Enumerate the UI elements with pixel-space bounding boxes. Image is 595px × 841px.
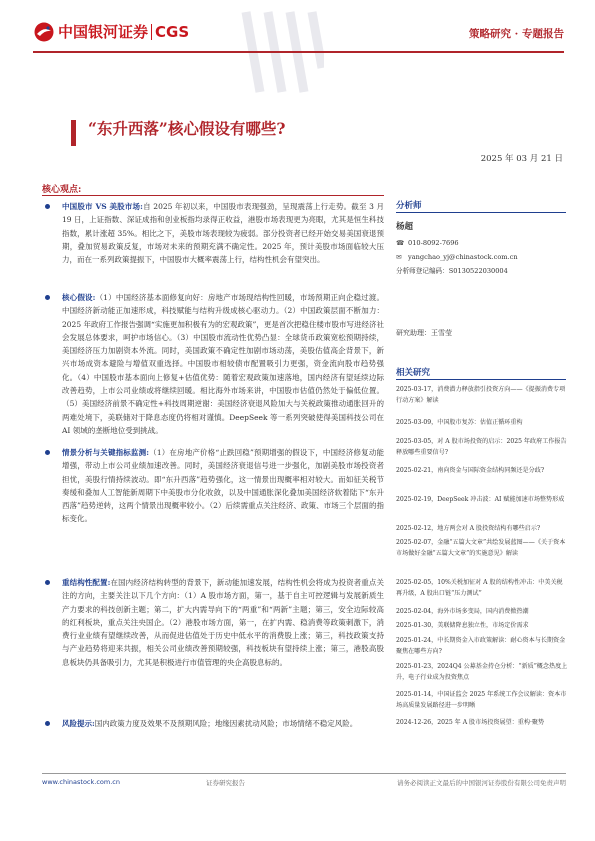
- related-item[interactable]: 2025-02-07，金融“五篇大文章”共绘发展蓝图——《关于资本市场做好金融“五篇大文章”的实施意见》解读: [396, 539, 566, 557]
- related-item[interactable]: 2025-02-19，DeepSeek 冲击波：AI 赋能加速市场整势形成: [396, 496, 565, 503]
- bullet-dot-icon: [45, 450, 50, 455]
- bullet-text: 在国内经济结构转型的背景下，新动能加速发展，结构性机会将成为投资者重点关注的方向，主要关注以下几个方向：（1）A 股市场方面，第一，基于自主可控逻辑与发展新质生产力要求的科技创新主题；第二，扩大内需导向下的“两重”和“两新”主题；第三，安全边际较高的红利板块，重点关注央国企。（2）港股市场方面，第一，在扩内需、稳消费等政策刺激下，消费行业业绩有望继续改善，从而促进估值处于历史中低水平的消费股上涨；第三，科技政策支持与产业趋势将迎来共振，相关公司业绩改善预期较强，科技板块有望持续上涨；第三，港股高股息板块仍具备吸引力，尤其是积极进行市值管理的央企高股息标的。: [62, 578, 384, 667]
- related-item[interactable]: 2025-01-23，2024Q4 公募基金持仓分析：“新质”概念热度上升，电子行业成为投资焦点: [396, 663, 568, 681]
- bullet-lead: 情景分析与关键指标监测:: [62, 448, 149, 457]
- bullet-lead: 重结构性配置:: [62, 578, 111, 587]
- core-bullet-allocation: [42, 576, 384, 669]
- related-item[interactable]: 2025-01-30，美联储降息独立性，市场定价需求: [396, 622, 529, 629]
- report-title: “东升西落”核心假设有哪些?: [88, 119, 286, 138]
- logo-abbrev: CGS: [155, 23, 190, 41]
- core-bullet-assumptions: [42, 291, 384, 437]
- analyst-phone-row: [396, 238, 459, 248]
- related-research-heading: 相关研究: [396, 368, 431, 378]
- related-item[interactable]: 2025-02-04，海外市场多变局，国内消费掀热潮: [396, 608, 529, 615]
- related-item[interactable]: 2025-01-14，中国证监会 2025 年系统工作会议解读：资本市场高质量发展路径进一步明晰: [396, 691, 567, 709]
- related-item[interactable]: 2025-03-17，消费潜力释放指引投资方向——《提振消费专项行动方案》解读: [396, 386, 566, 404]
- bullet-text: （1）中国经济基本面修复向好：房地产市场现结构性回暖，市场预期正向企稳过渡。中国经济新动能正加速形成，科技赋能与结构升级成核心驱动力。（2）中国政策层面不断加力：2025 年政府工作报告强调“实施更加积极有为的宏观政策”，更是首次把稳住楼市股市写进经济社会发展总体要求，呵护市场信心。（3）中国股市流动性优势凸显：全球货币政策宽松预期持续，美国经济压力加剧资本外流。同时，美国政策不确定性加剧市场动荡，美股估值高企背景下，新兴市场成资本避险与增值双重选择。中国股市相较债市配置吸引力更强，资金流向股市趋势强化。（4）中国股市基本面向上修复+估值优势：随着宏观政策加速落地，国内经济有望延续边际改善趋势，上市公司业绩或将继续回暖。相比海外市场来讲，中国股市估值仍然处于偏低位置。（5）美国经济前景不确定性+科技周期逆谢：美国经济衰退风险加大与关税政策推动通胀回升的两难处境下，美联储对于降息态度仍将相对谨慎。DeepSeek 等一系列突破使得美国科技公司在 AI 领域的垄断地位受到挑战。: [62, 293, 384, 435]
- title-accent-bar: [71, 120, 76, 146]
- analyst-email[interactable]: yangchao_yj@chinastock.com.cn: [408, 253, 518, 261]
- related-item[interactable]: 2025-03-09，中国股市复苏：估值正循环重构: [396, 419, 523, 426]
- core-bullet-risk: [42, 717, 384, 730]
- analyst-phone: 010-8092-7696: [408, 239, 459, 247]
- bullet-dot-icon: [45, 580, 50, 585]
- related-item[interactable]: 2025-02-05，10%关税加征对 A 股的结构性冲击：中美关税再升级，A 股出口链“压力测试”: [396, 579, 563, 597]
- bullet-text: 自 2025 年初以来，中国股市表现强劲，呈现震荡上行走势。截至 3 月 19 日，上证指数、深证成指和创业板指均录得正收益，港股市场表现更为亮眼，尤其是恒生科技指数，累计涨超 35%。相比之下，美股市场表现较为疲弱。部分投资者已经开始交易美国衰退预期，叠加贸易政策反复，市场对未来的预期充满不确定性。2025 年，预计美股市场面临较大压力，而在一系列政策提振下，中国股市大概率震荡上行，结构性机会有望突出。: [62, 202, 384, 265]
- analyst-divider: [396, 212, 566, 213]
- bullet-text: （1）在房地产价格“止跌回稳”预期增强的假设下，中国经济修复动能增强，带动上市公司业绩加速改善。同时，美国经济衰退信号进一步强化，加剧美股市场投资者担忧，美股行情持续波动。即“东升西落”趋势强化，这一情景出现概率相对较大。而如征关税节奏缓和叠加人工智能新周期下中美股市分化收敛，以及中国通胀深化叠加美国经济软着陆下“东升西落”趋势逆转，这两个情景出现概率较小。（2）后续需重点关注经济、政策、市场三个层面的指标变化。: [62, 448, 384, 524]
- bullet-lead: 中国股市 VS 美股市场:: [62, 202, 143, 211]
- core-bullet-market-comparison: [42, 200, 384, 266]
- analyst-name: 杨超: [396, 222, 414, 232]
- footer-disclaimer: 请务必阅读正文最后的中国银河证券股份有限公司免责声明: [397, 779, 566, 787]
- logo-text: 中国银河证券: [58, 23, 149, 41]
- logo-icon: [34, 22, 54, 42]
- related-divider: [396, 379, 566, 380]
- core-heading-divider: [42, 195, 384, 196]
- bullet-dot-icon: [45, 204, 50, 209]
- header-divider: [33, 51, 564, 53]
- related-item[interactable]: 2025-03-05，对 A 股市场投资的启示：2025 年政府工作报告释放哪些重要信号?: [396, 438, 567, 456]
- related-item[interactable]: 2025-01-24，中长期资金入市政策解读：耐心资本与长期资金聚焦在哪些方向?: [396, 637, 566, 655]
- related-item[interactable]: 2024-12-26，2025 年 A 股市场投资展望：重构·聚势: [396, 719, 545, 726]
- footer-divider: [42, 773, 566, 774]
- report-type-label: 策略研究 · 专题报告: [469, 28, 564, 40]
- footer-website-link[interactable]: www.chinastock.com.cn: [42, 778, 120, 786]
- mail-icon: ✉: [396, 253, 402, 261]
- analyst-heading: 分析师: [396, 201, 422, 211]
- related-item[interactable]: 2025-02-21，南向资金与国际资金结构同频还是分歧?: [396, 467, 545, 474]
- core-viewpoints-heading: 核心观点:: [42, 185, 82, 195]
- research-assistant: 研究助理：王雪莹: [396, 329, 452, 337]
- core-bullet-scenario-analysis: [42, 446, 384, 526]
- logo-divider: [151, 24, 152, 40]
- footer-report-label: 证券研究报告: [206, 779, 245, 787]
- report-date: 2025 年 03 月 21 日: [480, 154, 563, 164]
- bullet-lead: 核心假设:: [62, 293, 96, 302]
- analyst-email-row: [396, 252, 518, 262]
- bullet-dot-icon: [45, 295, 50, 300]
- bullet-text: 国内政策力度及效果不及预期风险；地缘因素扰动风险；市场情绪不稳定风险。: [94, 719, 358, 728]
- phone-icon: ☎: [396, 239, 405, 247]
- related-item[interactable]: 2025-02-12，地方两会对 A 股投资结构有哪些启示?: [396, 525, 541, 532]
- bullet-lead: 风险提示:: [62, 719, 95, 728]
- analyst-cert: 分析师登记编码：S0130522030004: [396, 267, 508, 275]
- bullet-dot-icon: [45, 721, 50, 726]
